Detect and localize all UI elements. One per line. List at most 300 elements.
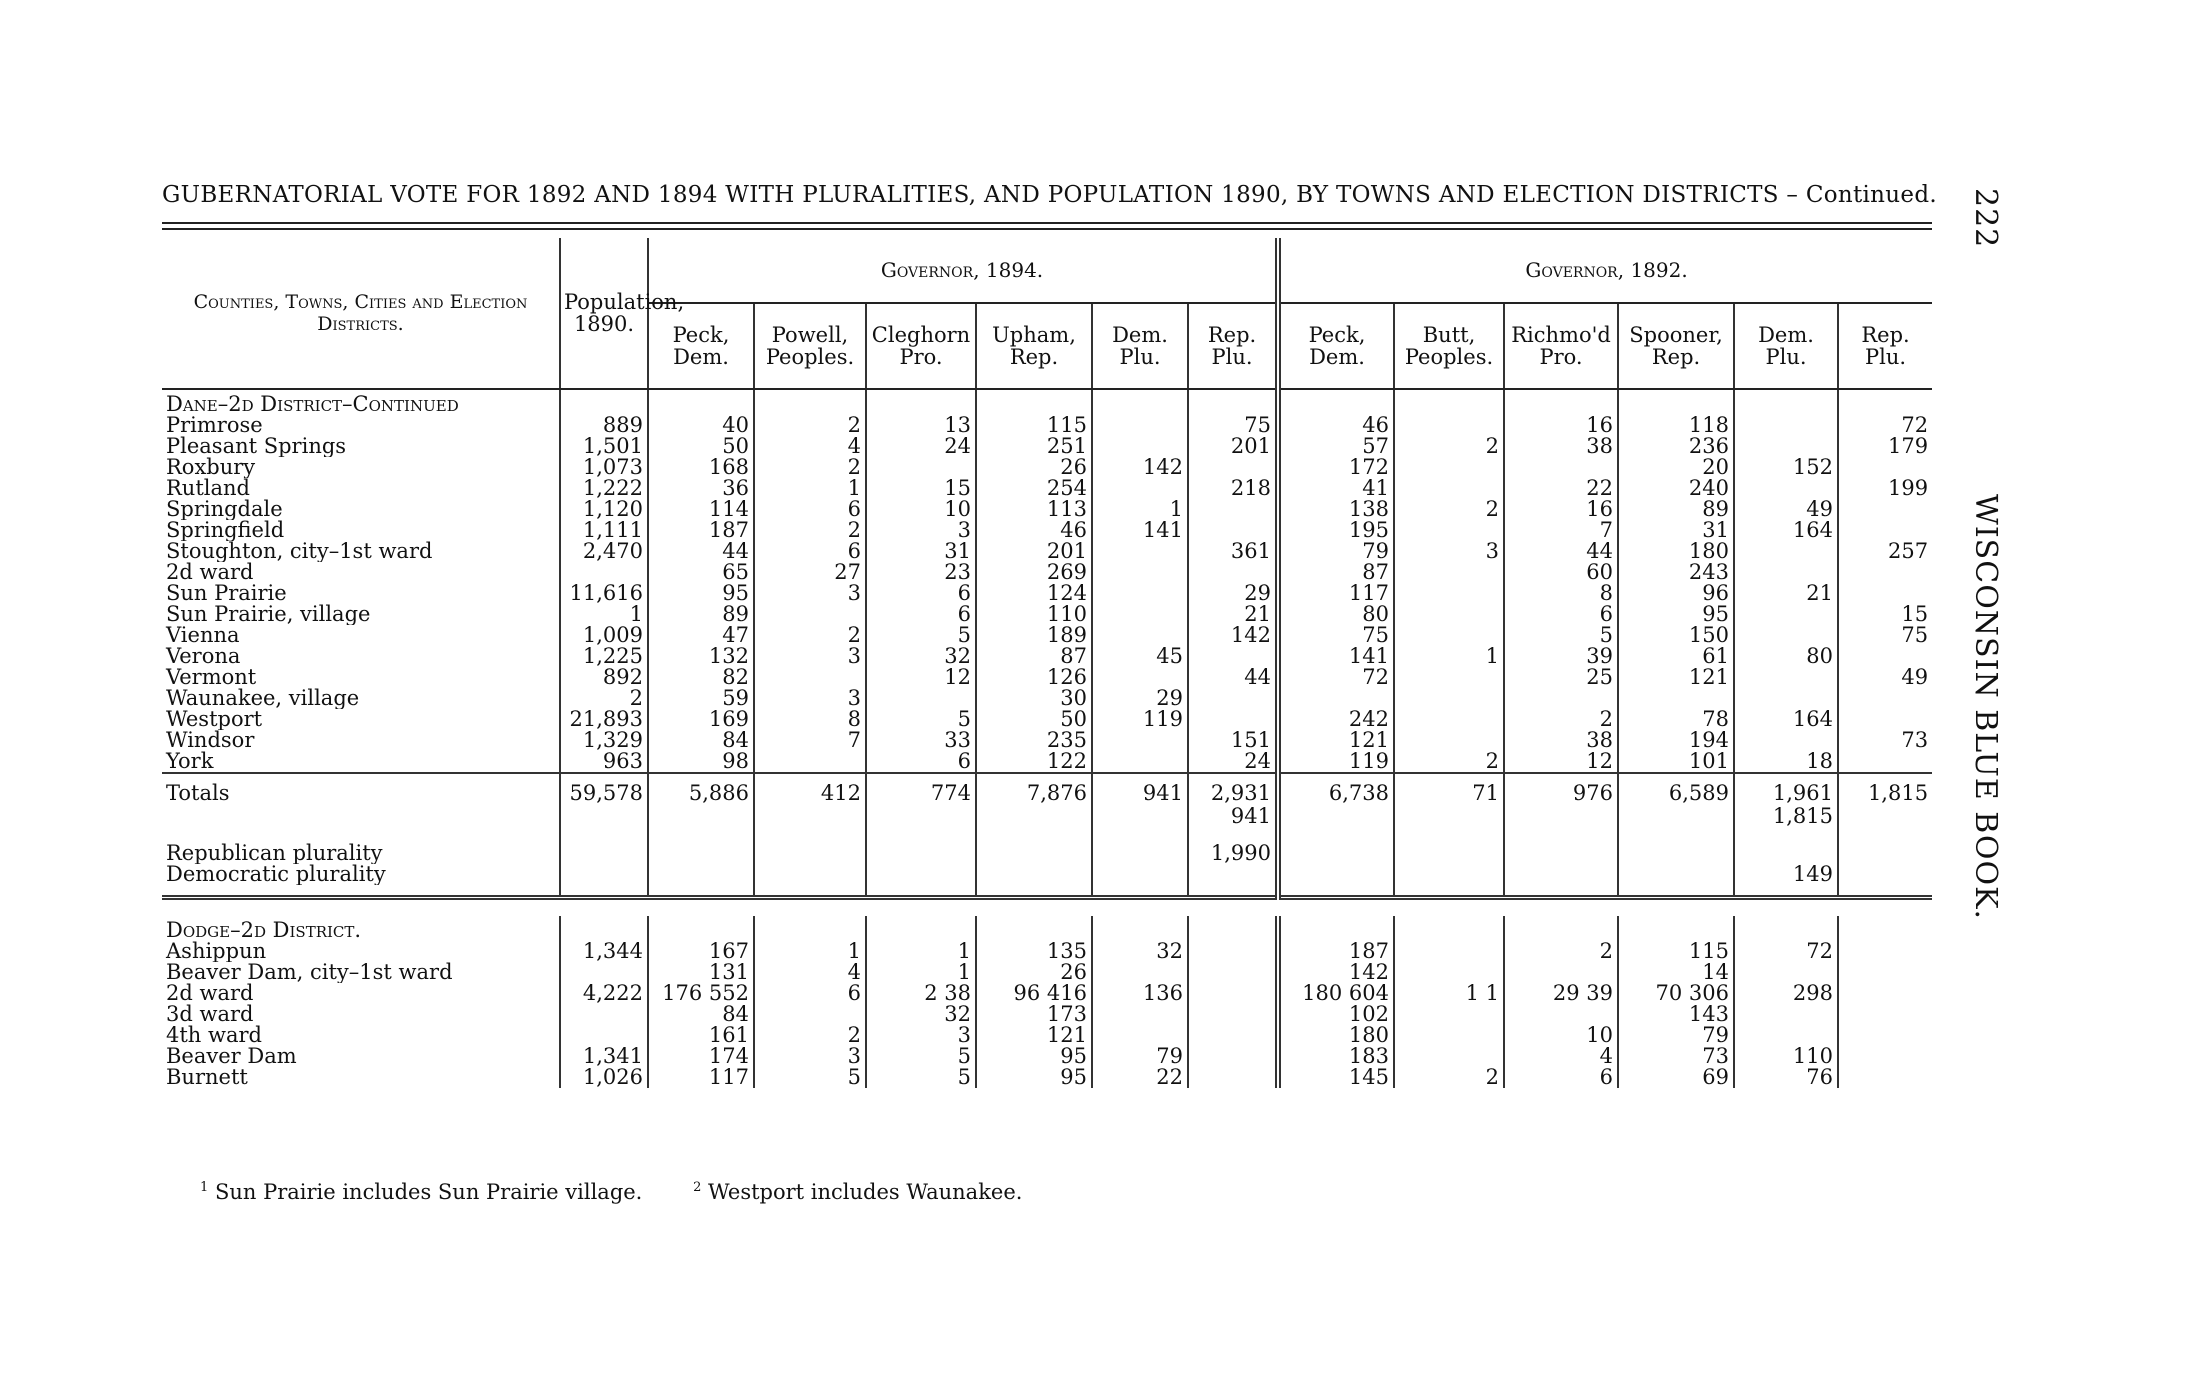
table-cell: 89 (648, 604, 754, 625)
page-number: 222 (1968, 188, 2003, 249)
table-cell: 32 (866, 1004, 976, 1025)
table-cell: 16 (1504, 415, 1618, 436)
table-cell: 298 (1734, 983, 1838, 1004)
table-cell: 39 (1504, 646, 1618, 667)
table-cell (1838, 520, 1932, 541)
title-rule-top (162, 222, 1932, 224)
table-cell (1504, 843, 1618, 864)
table-cell: 774 (866, 773, 976, 806)
table-cell (1734, 415, 1838, 436)
table-cell: 199 (1887, 476, 1929, 500)
row-label: 3d ward (162, 1004, 560, 1025)
table-cell (1394, 806, 1504, 827)
table-cell: 6 (1504, 1067, 1618, 1088)
table-cell: 5 (866, 625, 976, 646)
table-row (162, 415, 1932, 436)
table-row (162, 751, 1932, 773)
table-cell: 20 (1618, 457, 1734, 478)
table-cell: 44 (1504, 541, 1618, 562)
table-cell (1092, 583, 1188, 604)
table-cell: 24 (866, 436, 976, 457)
row-label: Westport (162, 709, 560, 730)
table-cell: 72 (1278, 667, 1394, 688)
table-cell (648, 864, 754, 885)
table-cell (1188, 499, 1278, 520)
table-cell (1092, 625, 1188, 646)
table-cell (1188, 941, 1278, 962)
table-cell (1838, 751, 1932, 773)
table-cell (1394, 688, 1504, 709)
table-cell: 2 (754, 520, 866, 541)
table-cell: 1 (560, 604, 648, 625)
table-cell (1504, 864, 1618, 885)
table-cell (1394, 583, 1504, 604)
table-cell: 1 (866, 962, 976, 983)
table-cell (1734, 541, 1838, 562)
table-cell (754, 751, 866, 773)
table-cell (1394, 864, 1504, 885)
stub-header: Counties, Towns, Cities and Election Districts. (162, 238, 560, 389)
table-cell (1092, 562, 1188, 583)
table-cell: 2 (1394, 436, 1504, 457)
table-cell (648, 843, 754, 864)
section-heading-row (162, 916, 1932, 941)
col-dem-plu-1894: Dem. Plu. (1092, 303, 1188, 389)
table-cell (866, 806, 976, 827)
table-cell: 95 (648, 583, 754, 604)
table-cell (1504, 962, 1618, 983)
table-cell: 1,009 (560, 625, 648, 646)
table-cell (1734, 667, 1838, 688)
table-cell: 201 (1188, 436, 1278, 457)
table-cell: 122 (976, 751, 1092, 773)
table-cell: 149 (1734, 864, 1838, 885)
col-spooner-1892: Spooner, Rep. (1618, 303, 1734, 389)
col-dem-plu-1892: Dem. Plu. (1734, 303, 1838, 389)
table-cell: 12 (1504, 751, 1618, 773)
table-cell: 61 (1618, 646, 1734, 667)
table-cell: 79 (1278, 541, 1394, 562)
row-label: Beaver Dam, city–1st ward (162, 962, 560, 983)
table-cell: 254 (976, 478, 1092, 499)
table-cell (560, 806, 648, 827)
table-cell: 240 (1618, 478, 1734, 499)
row-label (162, 806, 560, 827)
table-cell: 119 (1092, 709, 1188, 730)
table-cell: 47 (648, 625, 754, 646)
table-cell (1394, 520, 1504, 541)
table-cell (1734, 1004, 1838, 1025)
table-cell: 12 (866, 667, 976, 688)
table-cell: 169 (648, 709, 754, 730)
table-cell (1188, 864, 1278, 885)
table-cell (1394, 730, 1504, 751)
table-cell: 117 (648, 1067, 754, 1088)
table-cell: 5 (866, 1046, 976, 1067)
table-cell: 73 (1618, 1046, 1734, 1067)
table-cell: 24 (1188, 751, 1278, 773)
table-cell: 49 (1901, 665, 1929, 689)
table-cell: 145 (1278, 1067, 1394, 1088)
table-cell (1838, 962, 1932, 983)
table-cell: 2 (1504, 709, 1618, 730)
table-cell (976, 864, 1092, 885)
table-cell: 82 (648, 667, 754, 688)
table-cell (1092, 415, 1188, 436)
table-cell: 40 (648, 415, 754, 436)
vote-table-body (162, 389, 1932, 1088)
table-cell: 167 (648, 941, 754, 962)
table-cell (976, 806, 1092, 827)
totals-row (162, 773, 1932, 806)
section-heading: Dodge–2d District. (162, 916, 560, 941)
table-cell: 173 (976, 1004, 1092, 1025)
table-cell: 2 (1394, 1067, 1504, 1088)
table-cell (754, 864, 866, 885)
row-label: 4th ward (162, 1025, 560, 1046)
table-cell: 38 (1504, 730, 1618, 751)
vote-table (162, 238, 1932, 1088)
table-cell: 187 (1278, 941, 1394, 962)
table-cell (1394, 457, 1504, 478)
table-cell: 136 (1092, 983, 1188, 1004)
table-row (162, 962, 1932, 983)
table-cell (866, 864, 976, 885)
table-cell: 2 (560, 688, 648, 709)
table-cell: 187 (648, 520, 754, 541)
row-label: 2d ward (162, 562, 560, 583)
table-cell: 117 (1278, 583, 1394, 604)
table-cell: 2,470 (560, 541, 648, 562)
table-cell: 98 (648, 751, 754, 773)
table-cell: 135 (976, 941, 1092, 962)
table-cell (1092, 730, 1188, 751)
table-cell: 110 (1734, 1046, 1838, 1067)
table-cell (1278, 843, 1394, 864)
table-cell: 21 (1734, 583, 1838, 604)
table-cell (1838, 709, 1932, 730)
table-cell: 7,876 (976, 773, 1092, 806)
table-cell (1838, 843, 1932, 864)
table-cell: 168 (648, 457, 754, 478)
republican-plurality-row (162, 843, 1932, 864)
table-cell: 46 (1278, 415, 1394, 436)
table-cell: 21 (1188, 604, 1278, 625)
table-cell: 180 (1618, 541, 1734, 562)
table-cell: 3 (754, 688, 866, 709)
row-label: Springfield (162, 520, 560, 541)
table-cell (648, 806, 754, 827)
table-cell: 194 (1618, 730, 1734, 751)
table-cell: 126 (976, 667, 1092, 688)
col-butt-1892: Butt, Peoples. (1394, 303, 1504, 389)
table-row (162, 478, 1932, 499)
table-cell: 78 (1618, 709, 1734, 730)
row-label: Democratic plurality (162, 864, 560, 885)
row-label: Springdale (162, 499, 560, 520)
table-cell: 79 (1618, 1025, 1734, 1046)
table-cell: 119 (1278, 751, 1394, 773)
table-cell (1394, 604, 1504, 625)
table-cell: 50 (648, 436, 754, 457)
table-cell: 2 (754, 457, 866, 478)
table-cell: 150 (1618, 625, 1734, 646)
table-cell: 96 (1618, 583, 1734, 604)
table-cell (1734, 1025, 1838, 1046)
table-cell (1188, 709, 1278, 730)
table-cell (560, 962, 648, 983)
table-cell: 3 (866, 520, 976, 541)
table-cell: 18 (1734, 751, 1838, 773)
table-cell: 2,931 (1188, 773, 1278, 806)
section-heading-row (162, 389, 1932, 415)
table-row (162, 457, 1932, 478)
table-cell (560, 562, 648, 583)
table-cell (754, 1004, 866, 1025)
table-cell: 45 (1092, 646, 1188, 667)
row-label: Rutland (162, 478, 560, 499)
table-cell (1092, 864, 1188, 885)
table-cell: 31 (1618, 520, 1734, 541)
table-cell: 15 (866, 478, 976, 499)
table-cell: 2 (754, 1025, 866, 1046)
row-label: Vienna (162, 625, 560, 646)
table-cell (1278, 806, 1394, 827)
table-row (162, 625, 1932, 646)
table-cell (1188, 962, 1278, 983)
table-cell: 101 (1618, 751, 1734, 773)
table-cell: 87 (1278, 562, 1394, 583)
table-cell (1734, 730, 1838, 751)
table-cell (1278, 864, 1394, 885)
table-cell: 124 (976, 583, 1092, 604)
table-cell: 189 (976, 625, 1092, 646)
table-cell: 1,329 (560, 730, 648, 751)
governor-1892-header: Governor, 1892. (1278, 238, 1932, 303)
table-cell: 180 604 (1278, 983, 1394, 1004)
table-cell: 4 (754, 436, 866, 457)
table-cell: 96 416 (976, 983, 1092, 1004)
table-cell (1394, 941, 1504, 962)
row-label: Primrose (162, 415, 560, 436)
table-row (162, 983, 1932, 1004)
table-cell (1188, 1067, 1278, 1088)
table-cell: 76 (1734, 1067, 1838, 1088)
table-cell: 1 (754, 478, 866, 499)
table-cell (1838, 562, 1932, 583)
row-label: Roxbury (162, 457, 560, 478)
table-cell: 29 (1188, 583, 1278, 604)
table-cell (1092, 604, 1188, 625)
table-cell: 1,961 (1734, 773, 1838, 806)
table-cell (1838, 457, 1932, 478)
table-cell: 41 (1278, 478, 1394, 499)
table-cell: 6 (754, 499, 866, 520)
table-cell: 59 (648, 688, 754, 709)
table-cell (1188, 457, 1278, 478)
table-row (162, 1046, 1932, 1067)
table-cell (1838, 864, 1932, 885)
table-cell: 115 (1618, 941, 1734, 962)
population-header: Population, 1890. (560, 238, 648, 389)
table-cell: 138 (1278, 499, 1394, 520)
table-cell: 1,111 (560, 520, 648, 541)
table-cell (1734, 562, 1838, 583)
table-cell: 31 (866, 541, 976, 562)
table-cell: 161 (648, 1025, 754, 1046)
table-cell: 38 (1504, 436, 1618, 457)
table-cell: 25 (1504, 667, 1618, 688)
table-cell: 179 (1887, 434, 1929, 458)
table-cell: 3 (866, 1025, 976, 1046)
table-cell (1838, 806, 1932, 827)
table-cell: 142 (1278, 962, 1394, 983)
table-cell: 4 (1504, 1046, 1618, 1067)
table-cell: 1 (1394, 646, 1504, 667)
table-cell: 29 39 (1504, 983, 1618, 1004)
table-cell: 72 (1901, 413, 1929, 437)
table-cell: 84 (648, 730, 754, 751)
table-cell (1092, 962, 1188, 983)
totals-sub-row (162, 806, 1932, 827)
table-cell: 80 (1734, 646, 1838, 667)
table-cell: 33 (866, 730, 976, 751)
table-cell: 26 (976, 457, 1092, 478)
table-cell: 164 (1734, 520, 1838, 541)
table-cell: 80 (1278, 604, 1394, 625)
table-row (162, 562, 1932, 583)
table-cell: 71 (1394, 773, 1504, 806)
table-cell: 27 (754, 562, 866, 583)
table-cell (1394, 478, 1504, 499)
table-cell: 4,222 (560, 983, 648, 1004)
row-label: Sun Prairie, village (162, 604, 560, 625)
table-cell: 1 (754, 941, 866, 962)
table-cell (1394, 625, 1504, 646)
table-cell (1188, 1046, 1278, 1067)
row-label: Burnett (162, 1067, 560, 1088)
table-cell: 46 (976, 520, 1092, 541)
section-heading: Dane–2d District–Continued (162, 389, 560, 415)
table-cell (1734, 604, 1838, 625)
table-cell: 22 (1504, 478, 1618, 499)
table-row (162, 583, 1932, 604)
table-cell: 412 (754, 773, 866, 806)
table-cell: 235 (976, 730, 1092, 751)
table-cell: 142 (1188, 625, 1278, 646)
table-cell (976, 843, 1092, 864)
col-richmond-1892: Richmo'd Pro. (1504, 303, 1618, 389)
running-head: WISCONSIN BLUE BOOK. (1968, 494, 2003, 921)
table-cell (1092, 843, 1188, 864)
table-cell: 141 (1092, 520, 1188, 541)
table-cell: 1,120 (560, 499, 648, 520)
table-cell: 2 38 (866, 983, 976, 1004)
table-cell: 95 (976, 1067, 1092, 1088)
table-cell: 269 (976, 562, 1092, 583)
table-cell: 44 (1188, 667, 1278, 688)
table-cell: 115 (976, 415, 1092, 436)
row-label: York (162, 751, 560, 773)
table-cell: 2 (754, 415, 866, 436)
table-cell: 2 (1394, 499, 1504, 520)
table-cell: 176 552 (648, 983, 754, 1004)
table-cell: 75 (1278, 625, 1394, 646)
table-cell: 242 (1278, 709, 1394, 730)
row-label: Verona (162, 646, 560, 667)
table-cell (560, 1004, 648, 1025)
table-cell (1092, 478, 1188, 499)
table-cell: 5 (866, 1067, 976, 1088)
table-cell: 69 (1618, 1067, 1734, 1088)
table-row (162, 941, 1932, 962)
table-cell: 142 (1092, 457, 1188, 478)
table-cell: 6,589 (1618, 773, 1734, 806)
table-cell: 243 (1618, 562, 1734, 583)
table-cell: 2 (754, 625, 866, 646)
table-cell (1092, 806, 1188, 827)
table-cell: 8 (754, 709, 866, 730)
table-row (162, 499, 1932, 520)
col-peck-1894: Peck, Dem. (648, 303, 754, 389)
table-cell: 13 (866, 415, 976, 436)
table-cell: 3 (754, 646, 866, 667)
table-cell: 201 (976, 541, 1092, 562)
table-cell (560, 1025, 648, 1046)
table-cell: 73 (1901, 728, 1929, 752)
table-cell: 143 (1618, 1004, 1734, 1025)
table-cell (754, 843, 866, 864)
table-cell: 131 (648, 962, 754, 983)
table-cell: 4 (754, 962, 866, 983)
title-rule-bottom (162, 228, 1932, 230)
table-cell: 6 (866, 751, 976, 773)
table-cell: 8 (1504, 583, 1618, 604)
table-cell: 257 (1887, 539, 1929, 563)
table-cell (1734, 478, 1838, 499)
table-cell: 121 (976, 1025, 1092, 1046)
table-cell: 218 (1188, 478, 1278, 499)
row-label: Beaver Dam (162, 1046, 560, 1067)
table-cell: 102 (1278, 1004, 1394, 1025)
col-rep-plu-1892: Rep. Plu. (1838, 303, 1932, 389)
table-cell: 5 (754, 1067, 866, 1088)
table-cell: 114 (648, 499, 754, 520)
row-label: Windsor (162, 730, 560, 751)
table-cell (1504, 457, 1618, 478)
footnote-2: $^2$ Westport includes Waunakee. (693, 1180, 1023, 1204)
table-row (162, 541, 1932, 562)
table-cell: 3 (754, 1046, 866, 1067)
table-cell (1394, 709, 1504, 730)
table-cell (1394, 562, 1504, 583)
table-cell: 79 (1092, 1046, 1188, 1067)
table-cell: 1 (866, 941, 976, 962)
table-cell: 10 (866, 499, 976, 520)
footnotes (200, 1180, 1066, 1204)
table-cell: 251 (976, 436, 1092, 457)
table-row (162, 688, 1932, 709)
table-cell: 3 (1394, 541, 1504, 562)
table-cell: 87 (976, 646, 1092, 667)
table-cell (1504, 1004, 1618, 1025)
table-cell: 141 (1278, 646, 1394, 667)
table-cell: 183 (1278, 1046, 1394, 1067)
col-upham-1894: Upham, Rep. (976, 303, 1092, 389)
col-powell-1894: Powell, Peoples. (754, 303, 866, 389)
table-cell (1394, 1004, 1504, 1025)
table-cell: 15 (1901, 602, 1929, 626)
